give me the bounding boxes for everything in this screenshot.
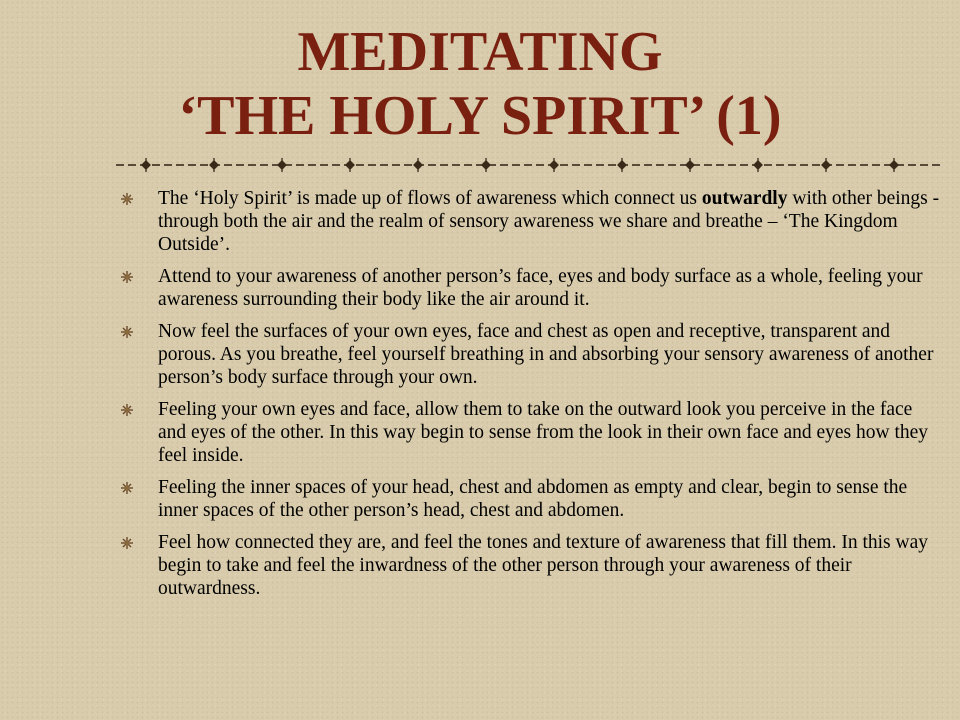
ornament-bullet-icon xyxy=(120,325,134,339)
slide-title xyxy=(0,20,960,148)
bullet-text: Feeling the inner spaces of your head, chest and abdomen as empty and clear, begin to sense the inner spaces of the other person’s head, chest and abdomen. xyxy=(158,477,908,521)
bullet-emphasis: outwardly xyxy=(701,188,788,209)
bullet-text: Attend to your awareness of another person’s face, eyes and body surface as a whole, feeling your awareness surrounding their body like the air around it. xyxy=(158,266,923,310)
bullet-text: Feel how connected they are, and feel the tones and texture of awareness that fill them. In this way begin to take and feel the inwardness of the other person through your awareness of their outwardness. xyxy=(158,532,928,599)
bullet-item xyxy=(120,531,940,600)
ornamental-divider xyxy=(116,157,942,173)
ornament-bullet-icon xyxy=(120,192,134,206)
slide-title-line-2: ‘THE HOLY SPIRIT’ (1) xyxy=(178,85,782,147)
ornament-bullet-icon xyxy=(120,481,134,495)
bullet-text: Now feel the surfaces of your own eyes, face and chest as open and receptive, transparent and porous. As you breathe, feel yourself breathing in and absorbing your sensory awareness of another person’s body surface through your own. xyxy=(158,321,934,388)
bullet-item xyxy=(120,187,940,256)
bullet-list xyxy=(120,187,940,609)
bullet-text: Feeling your own eyes and face, allow them to take on the outward look you perceive in the face and eyes of the other. In this way begin to sense from the look in their own face and eyes how they feel inside. xyxy=(158,399,929,466)
bullet-item xyxy=(120,320,940,389)
ornament-bullet-icon xyxy=(120,536,134,550)
ornament-bullet-icon xyxy=(120,270,134,284)
bullet-text: The ‘Holy Spirit’ is made up of flows of awareness which connect us outwardly with other beings - through both the air and the realm of sensory awareness we share and breathe – ‘The Kingdom Outside’. xyxy=(158,188,940,255)
slide-title-line-1: MEDITATING xyxy=(297,21,663,83)
bullet-item xyxy=(120,398,940,467)
bullet-item xyxy=(120,265,940,311)
bullet-item xyxy=(120,476,940,522)
ornament-bullet-icon xyxy=(120,403,134,417)
